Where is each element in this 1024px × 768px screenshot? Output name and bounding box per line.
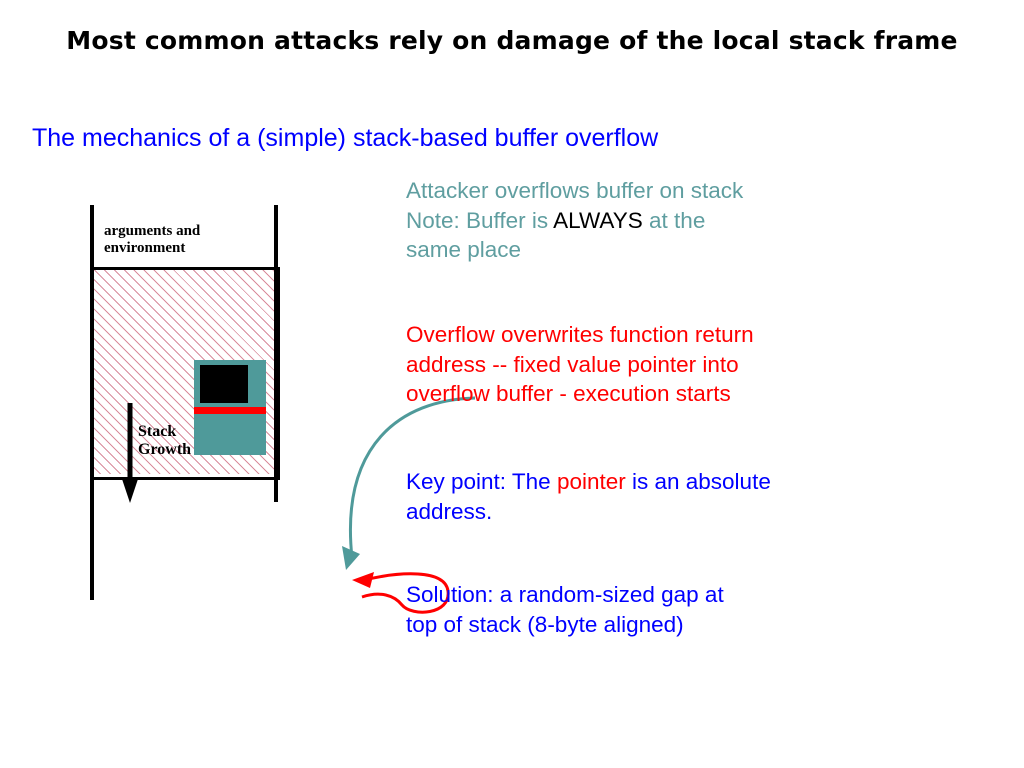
annotation-attacker-line1: Attacker overflows buffer on stack [406,178,744,203]
annotation-keypoint [406,467,926,526]
return-address-block [200,365,248,403]
annotation-solution-line1: Solution: a random-sized gap at [406,582,724,607]
stack-growth-label [138,423,191,460]
arguments-environment-label-line1: arguments and [104,223,201,239]
annotation-attacker-line2 [406,206,926,236]
annotation-keypoint-line1 [406,467,926,497]
annotation-attacker-always: ALWAYS [553,207,643,233]
annotation-attacker-line2-post: at the [642,207,706,233]
annotation-solution-line2: top of stack (8-byte aligned) [406,611,684,637]
slide-subtitle: The mechanics of a (simple) stack-based buffer overflow [32,124,659,152]
page-title: Most common attacks rely on damage of the local stack frame [66,26,958,55]
annotation-keypoint-line2: address. [406,498,493,524]
annotation-overflow-line2: address -- fixed value pointer into [406,351,739,377]
pointer-bar [194,407,266,414]
annotation-attacker-line2-pre: Note: Buffer is [406,207,554,233]
stack-left-border [90,205,94,600]
stack-growth-label-line2: Growth [138,441,192,459]
stack-growth-label-line1: Stack [138,423,177,440]
stack-diagram [90,205,390,615]
annotation-attacker [406,176,926,265]
stack-right-border [274,205,278,502]
annotation-keypoint-line1-pre: Key point: The [406,469,557,494]
annotation-overflow-line3: overflow buffer - execution starts [406,381,731,407]
annotation-solution [406,580,926,639]
annotation-keypoint-pointer: pointer [556,469,626,494]
annotation-keypoint-line1-post: is an absolute [625,469,771,494]
annotation-attacker-line3: same place [406,237,522,263]
arguments-environment-label [104,223,200,258]
annotation-overflow-line1: Overflow overwrites function return [406,322,754,347]
annotation-overflow [406,320,936,409]
arguments-environment-label-line2: environment [104,240,186,257]
